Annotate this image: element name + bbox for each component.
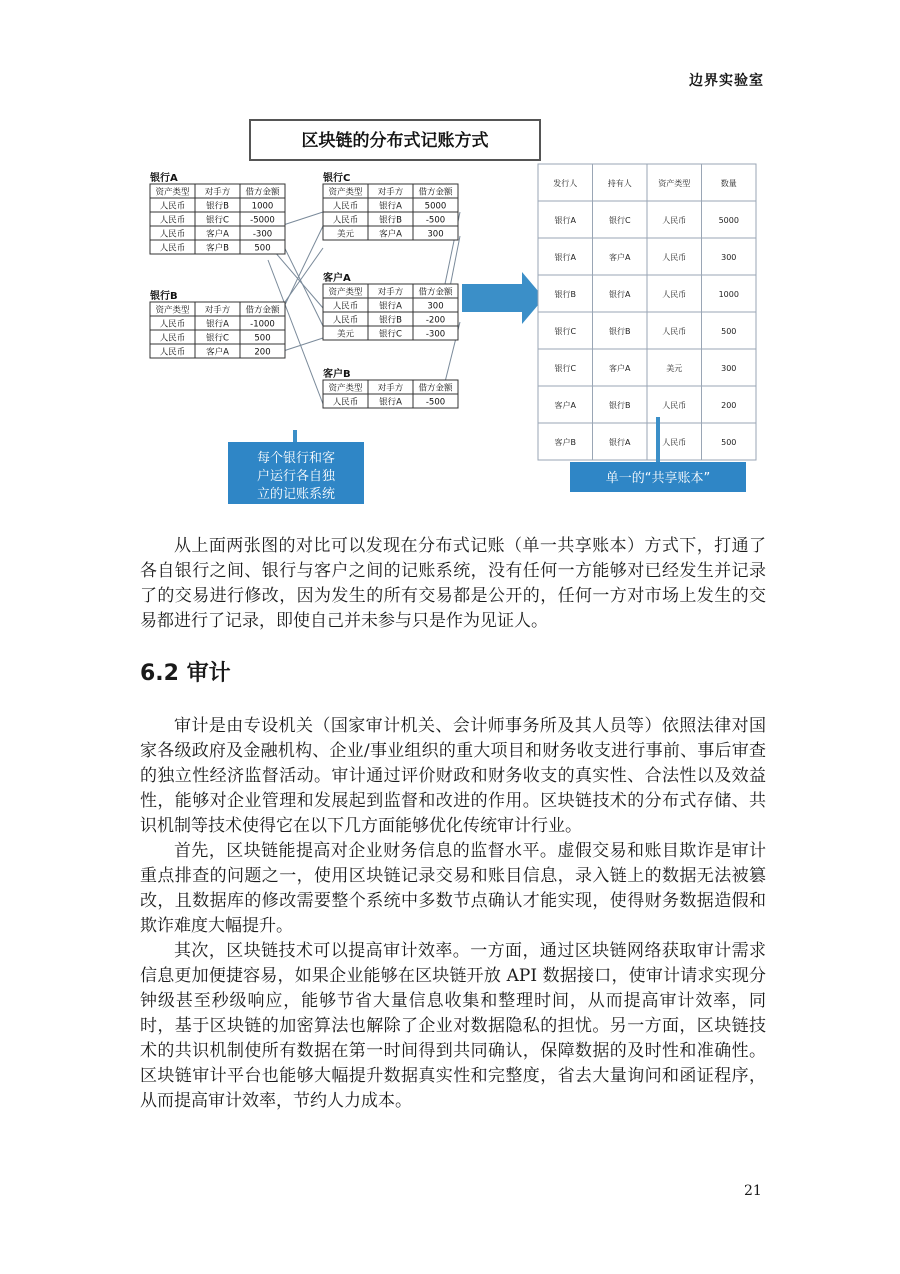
ledger-cell-text: -300 xyxy=(425,329,446,340)
ledger-header-text: 对手方 xyxy=(377,287,404,298)
ledger-cell-text: 银行A xyxy=(379,201,402,212)
caption-left-line-2: 户运行各自独 xyxy=(256,469,336,484)
ledger-cell-text: -5000 xyxy=(250,215,275,226)
ledger-cell-text: 银行C xyxy=(379,329,402,340)
ledger-cell-text: 银行C xyxy=(206,215,229,226)
ledger-cell-text: 200 xyxy=(254,347,271,358)
ledger-cell-text: 银行A xyxy=(379,397,402,408)
ledger-cell-text: 人民币 xyxy=(159,201,186,212)
shared-ledger-text: 银行B xyxy=(609,327,631,336)
ledger-cell-text: 人民币 xyxy=(159,333,186,344)
ledger-cell-text: 300 xyxy=(427,301,444,312)
shared-ledger-text: 300 xyxy=(721,253,737,262)
ledger-name: 银行A xyxy=(150,173,178,184)
ledger-table xyxy=(323,271,458,340)
shared-ledger-text: 200 xyxy=(721,401,737,410)
ledger-cell-text: 客户A xyxy=(379,229,402,240)
ledger-cell-text: 银行B xyxy=(379,315,402,326)
ledger-header-text: 借方金额 xyxy=(418,383,453,394)
flow-arrow xyxy=(462,272,544,324)
ledger-name: 客户A xyxy=(323,273,351,284)
caption-right-label: 单一的“共享账本” xyxy=(605,471,711,486)
ledger-table xyxy=(150,171,285,254)
ledger-cell-text: -1000 xyxy=(250,319,275,330)
ledger-cell-text: 人民币 xyxy=(159,319,186,330)
ledger-table xyxy=(150,289,285,358)
ledger-cell-text: 美元 xyxy=(336,229,355,240)
diagram-title: 区块链的分布式记账方式 xyxy=(301,131,489,151)
ledger-cell-text: 500 xyxy=(254,243,271,254)
shared-ledger-text: 美元 xyxy=(666,364,683,373)
shared-ledger-text: 人民币 xyxy=(662,438,687,447)
ledger-cell-text: 银行A xyxy=(379,301,402,312)
ledger-cell-text: 人民币 xyxy=(159,243,186,254)
ledger-cell-text: 300 xyxy=(427,229,444,240)
section-heading: 6.2 审计 xyxy=(140,661,231,686)
shared-ledger-text: 银行A xyxy=(609,438,631,447)
shared-ledger-table xyxy=(538,164,756,460)
shared-ledger-text: 银行B xyxy=(554,290,576,299)
ledger-cell-text: 5000 xyxy=(424,201,447,212)
shared-ledger-text: 银行A xyxy=(609,290,631,299)
ledger-cell-text: 人民币 xyxy=(159,229,186,240)
shared-ledger-header: 资产类型 xyxy=(658,179,691,188)
ledger-name: 银行C xyxy=(323,173,351,184)
shared-ledger-text: 5000 xyxy=(718,216,739,225)
ledger-header-text: 对手方 xyxy=(377,187,404,198)
ledger-header-text: 借方金额 xyxy=(418,287,453,298)
ledger-table xyxy=(323,367,458,408)
ledger-cell-text: -500 xyxy=(425,397,446,408)
shared-ledger-text: 银行B xyxy=(609,401,631,410)
page-number: 21 xyxy=(744,1183,762,1199)
shared-ledger-header: 持有人 xyxy=(607,179,632,188)
paragraph-efficiency: 其次，区块链技术可以提高审计效率。一方面，通过区块链网络获取审计需求信息更加便捷容易，如果企业能够在区块链开放 API 数据接口，使审计请求实现分钟级甚至秒级响应，能够节省大量信息收集和整理时间，从而提高审计效率，同时，基于区块链的加密算法也解除了企业对数据隐私的担忧。另一方面，区块链技术的共识机制使所有数据在第一时间得到共同确认，保障数据的及时性和准确性。区块链审计平台也能够大幅提升数据真实性和完整度，省去大量询问和函证程序，从而提高审计效率，节约人力成本。 xyxy=(140,941,766,1111)
ledger-cell-text: 人民币 xyxy=(332,397,359,408)
ledger-header-text: 资产类型 xyxy=(155,305,190,316)
ledger-header-text: 对手方 xyxy=(377,383,404,394)
shared-ledger-text: 人民币 xyxy=(662,327,687,336)
ledger-cell-text: -200 xyxy=(425,315,446,326)
ledger-header-text: 借方金额 xyxy=(245,305,280,316)
ledger-cell-text: 500 xyxy=(254,333,271,344)
ledger-diagram-svg xyxy=(140,112,780,522)
paragraph-comparison: 从上面两张图的对比可以发现在分布式记账（单一共享账本）方式下，打通了各自银行之间、银行与客户之间的记账系统，没有任何一方能够对已经发生并记录了的交易进行修改，因为发生的所有交易都是公开的，任何一方对市场上发生的交易都进行了记录，即使自己并未参与只是作为见证人。 xyxy=(140,536,766,631)
ledger-header-text: 资产类型 xyxy=(328,187,363,198)
shared-ledger-text: 人民币 xyxy=(662,253,687,262)
header-logo: 边界实验室 xyxy=(689,73,764,89)
ledger-cell-text: 人民币 xyxy=(332,315,359,326)
shared-ledger-text: 人民币 xyxy=(662,290,687,299)
shared-ledger-header: 发行人 xyxy=(553,179,578,188)
ledger-header-text: 借方金额 xyxy=(418,187,453,198)
caption-left-line-3: 立的记账系统 xyxy=(256,487,336,502)
shared-ledger-header: 数量 xyxy=(720,179,737,188)
shared-ledger-text: 500 xyxy=(721,438,737,447)
ledger-cell-text: 银行A xyxy=(206,319,229,330)
shared-ledger-text: 1000 xyxy=(718,290,739,299)
ledger-name: 客户B xyxy=(323,369,351,380)
shared-ledger-text: 银行A xyxy=(554,216,576,225)
ledger-header-text: 资产类型 xyxy=(328,287,363,298)
paragraph-audit-definition: 审计是由专设机关（国家审计机关、会计师事务所及其人员等）依照法律对国家各级政府及金融机构、企业/事业组织的重大项目和财务收支进行事前、事后审查的独立性经济监督活动。审计通过评价财政和财务收支的真实性、合法性以及效益性，能够对企业管理和发展起到监督和改进的作用。区块链技术的分布式存储、共识机制等技术使得它在以下几方面能够优化传统审计行业。 xyxy=(140,716,766,836)
ledger-cell-text: 人民币 xyxy=(332,201,359,212)
paragraph-supervision: 首先，区块链能提高对企业财务信息的监督水平。虚假交易和账目欺诈是审计重点排查的问题之一，使用区块链记录交易和账目信息，录入链上的数据无法被篡改，且数据库的修改需要整个系统中多数节点确认才能实现，使得财务数据造假和欺诈难度大幅提升。 xyxy=(140,841,766,936)
ledger-name: 银行B xyxy=(150,291,178,302)
shared-ledger-text: 银行A xyxy=(554,253,576,262)
ledger-cell-text: 客户B xyxy=(206,243,229,254)
left-ledger-group xyxy=(150,171,458,408)
shared-ledger-text: 客户A xyxy=(609,253,631,262)
ledger-cell-text: 人民币 xyxy=(159,215,186,226)
ledger-cell-text: 银行B xyxy=(379,215,402,226)
shared-ledger-text: 银行C xyxy=(554,364,577,373)
shared-ledger-text: 银行C xyxy=(554,327,577,336)
caption-left-line-1: 每个银行和客 xyxy=(256,451,336,466)
ledger-cell-text: 美元 xyxy=(336,329,355,340)
ledger-header-text: 资产类型 xyxy=(155,187,190,198)
shared-ledger-text: 客户B xyxy=(554,438,576,447)
ledger-header-text: 对手方 xyxy=(204,305,231,316)
shared-ledger-text: 300 xyxy=(721,364,737,373)
ledger-cell-text: 人民币 xyxy=(332,301,359,312)
ledger-header-text: 对手方 xyxy=(204,187,231,198)
ledger-cell-text: 人民币 xyxy=(159,347,186,358)
shared-ledger-text: 客户A xyxy=(609,364,631,373)
ledger-cell-text: 1000 xyxy=(251,201,274,212)
shared-ledger-text: 500 xyxy=(721,327,737,336)
ledger-cell-text: 银行C xyxy=(206,333,229,344)
ledger-diagram xyxy=(140,112,780,522)
shared-ledger-text: 人民币 xyxy=(662,401,687,410)
shared-ledger-text: 银行C xyxy=(608,216,631,225)
ledger-cell-text: 客户A xyxy=(206,347,229,358)
ledger-cell-text: 人民币 xyxy=(332,215,359,226)
ledger-cell-text: 银行B xyxy=(206,201,229,212)
shared-ledger-text: 客户A xyxy=(554,401,576,410)
ledger-header-text: 借方金额 xyxy=(245,187,280,198)
ledger-header-text: 资产类型 xyxy=(328,383,363,394)
ledger-cell-text: -500 xyxy=(425,215,446,226)
ledger-cell-text: -300 xyxy=(252,229,273,240)
ledger-cell-text: 客户A xyxy=(206,229,229,240)
ledger-table xyxy=(323,171,458,240)
shared-ledger-text: 人民币 xyxy=(662,216,687,225)
